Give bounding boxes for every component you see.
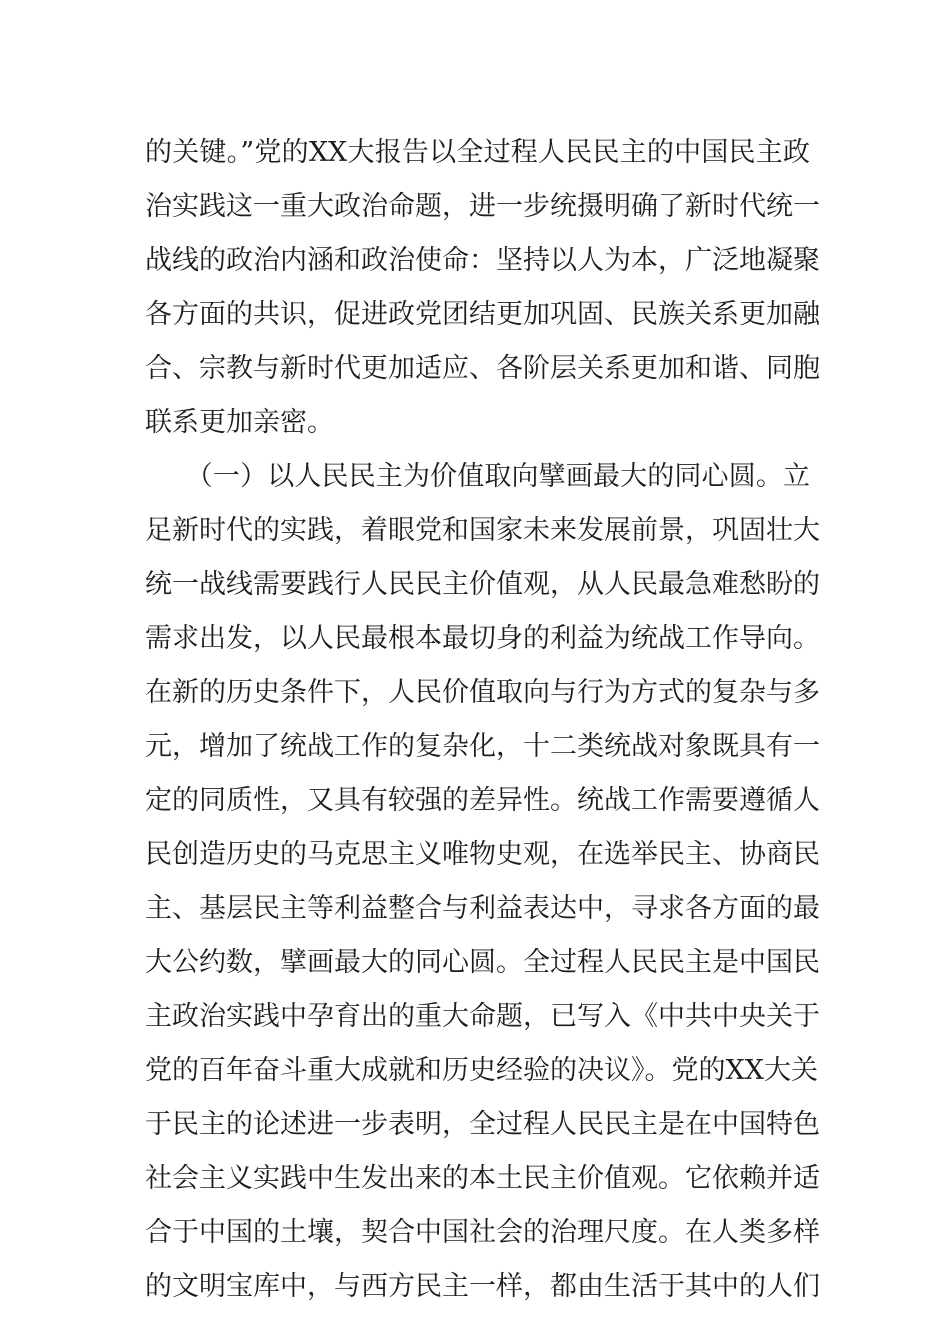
- text-line: 足新时代的实践，着眼党和国家未来发展前景，巩固壮大: [145, 515, 820, 546]
- text-line: 的文明宝库中，与西方民主一样，都由生活于其中的人们: [145, 1271, 820, 1302]
- text-line: 战线的政治内涵和政治使命：坚持以人为本，广泛地凝聚: [145, 245, 820, 276]
- text-line: 治实践这一重大政治命题，进一步统摄明确了新时代统一: [145, 191, 820, 222]
- text-line: 合于中国的土壤，契合中国社会的治理尺度。在人类多样: [145, 1217, 820, 1248]
- text-line: 民创造历史的马克思主义唯物史观，在选举民主、协商民: [145, 839, 820, 870]
- text-line: 元，增加了统战工作的复杂化，十二类统战对象既具有一: [145, 731, 820, 762]
- text-line: 于民主的论述进一步表明，全过程人民民主是在中国特色: [145, 1109, 820, 1140]
- text-line: 统一战线需要践行人民民主价值观，从人民最急难愁盼的: [145, 569, 820, 600]
- text-line: 需求出发，以人民最根本最切身的利益为统战工作导向。: [145, 623, 820, 654]
- text-line: 大公约数，擘画最大的同心圆。全过程人民民主是中国民: [145, 947, 820, 978]
- text-line: 主政治实践中孕育出的重大命题，已写入《中共中央关于: [145, 1001, 820, 1032]
- text-line: 合、宗教与新时代更加适应、各阶层关系更加和谐、同胞: [145, 353, 820, 384]
- text-line: 各方面的共识，促进政党团结更加巩固、民族关系更加融: [145, 299, 820, 330]
- text-line: 的关键。”党的XX大报告以全过程人民民主的中国民主政: [145, 137, 810, 168]
- text-line: 联系更加亲密。: [145, 407, 334, 438]
- body-text: [145, 126, 820, 1314]
- text-line: 在新的历史条件下，人民价值取向与行为方式的复杂与多: [145, 677, 820, 708]
- text-line: 定的同质性，又具有较强的差异性。统战工作需要遵循人: [145, 785, 820, 816]
- section-heading-line: （一）以人民民主为价值取向擘画最大的同心圆。立: [145, 461, 810, 492]
- text-line: 党的百年奋斗重大成就和历史经验的决议》。党的XX大关: [145, 1055, 818, 1086]
- text-line: 社会主义实践中生发出来的本土民主价值观。它依赖并适: [145, 1163, 820, 1194]
- text-line: 主、基层民主等利益整合与利益表达中，寻求各方面的最: [145, 893, 820, 924]
